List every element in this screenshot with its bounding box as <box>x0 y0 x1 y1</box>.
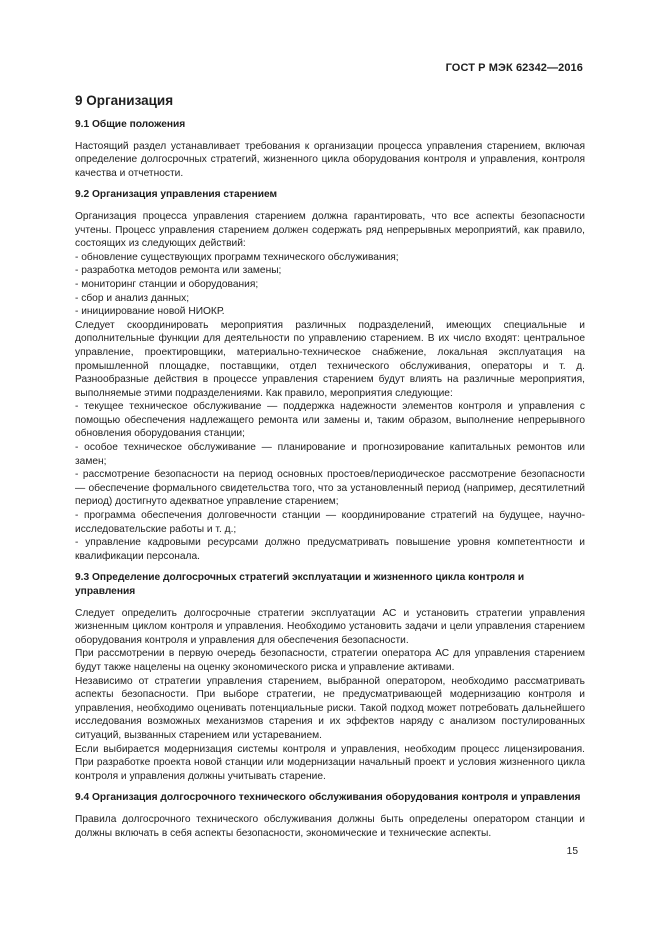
section-9-2-paragraph-1: Организация процесса управления старением должна гарантировать, что все аспекты безопасности учтены. Процесс управления старением должен содержать ряд непрерывных мероприятий, как правило, состоящих из следующих действий: <box>75 210 585 250</box>
action-item: - инициирование новой НИОКР. <box>75 306 225 318</box>
section-9-2-paragraph-2: Следует скоординировать мероприятия различных подразделений, имеющих специальные и дополнительные функции для деятельности по управлению старением. В их число входят: центральное управление, проектировщики, материально-техническое снабжение, локальная эксплуатация на промышленной площадке, поставщики, отдел технического обслуживания, операторы и т. д. Разнообразные действия в процессе управления старением будут влиять на различные мероприятия, выполняемые этими подразделениями. Как правило, мероприятия следующие: <box>75 319 585 399</box>
section-9-3-paragraph: Независимо от стратегии управления старением, выбранной оператором, необходимо рассматривать аспекты безопасности. При выборе стратегии, не предусматривающей модернизацию контроля и управления, необходимо оценивать потенциальные риски. Такой подход может потребовать дальнейшего исследования возможных механизмов старения и их эффектов наряду с анализом постулированных ситуаций, вызванных старением или устареванием. <box>75 675 585 741</box>
section-9-3-paragraph: Следует определить долгосрочные стратегии эксплуатации АС и установить стратегии управления жизненным циклом контроля и управления. Необходимо установить задачи и цели управления старением оборудования контроля и управления для обеспечения безопасности. <box>75 607 585 646</box>
activity-item: - рассмотрение безопасности на период основных простоев/периодическое рассмотрение безопасности — обеспечение формального свидетельства того, что за установленный период (например, десятилетний период) достигнуто адекватное управление старением; <box>75 469 585 508</box>
page-number: 15 <box>566 846 578 857</box>
section-9-4-paragraph: Правила долгосрочного технического обслуживания должны быть определены оператором станции и должны включать в себя аспекты безопасности, экономические и технические аспекты. <box>75 813 585 839</box>
section-9-3-paragraph: Если выбирается модернизация системы контроля и управления, необходим процесс лицензирования. При разработке проекта новой станции или модернизации начальный проект и условия жизненного цикла контроля и управления должны учитывать старение. <box>75 743 585 782</box>
section-9-4-title: 9.4 Организация долгосрочного технического обслуживания оборудования контроля и управления <box>75 792 581 804</box>
section-9-1-title: 9.1 Общие положения <box>75 119 186 130</box>
section-9-3-title: 9.3 Определение долгосрочных стратегий эксплуатации и жизненного цикла контроля и управления <box>75 572 525 597</box>
chapter-title: 9 Организация <box>75 93 174 108</box>
action-item: - обновление существующих программ технического обслуживания; <box>75 251 399 263</box>
action-item: - сбор и анализ данных; <box>75 292 190 304</box>
activity-item: - программа обеспечения долговечности станции — координирование стратегий на будущее, научно-исследовательские работы и т. д.; <box>75 510 585 535</box>
activity-item: - текущее техническое обслуживание — поддержка надежности элементов контроля и управления с помощью обеспечения надлежащего ремонта или замены и, таким образом, выполнение непрерывного обновления оборудования станции; <box>75 401 585 440</box>
section-9-2-title: 9.2 Организация управления старением <box>75 189 278 201</box>
section-9-1-paragraph: Настоящий раздел устанавливает требования к организации процесса управления старением, включая определение долгосрочных стратегий, жизненного цикла оборудования контроля и управления, контроля качества и отчетности. <box>75 140 585 179</box>
document-code: ГОСТ Р МЭК 62342—2016 <box>445 62 583 74</box>
page-content <box>75 92 585 840</box>
action-item: - разработка методов ремонта или замены; <box>75 265 282 277</box>
section-9-3-paragraph: При рассмотрении в первую очередь безопасности, стратегии оператора АС для управления старением будут также нацелены на оценку экономического риска и управление активами. <box>75 648 585 673</box>
activity-item: - особое техническое обслуживание — планирование и прогнозирование капитальных ремонтов или замен; <box>75 442 585 467</box>
action-item: - мониторинг станции и оборудования; <box>75 278 259 290</box>
activity-item: - управление кадровыми ресурсами должно предусматривать повышение уровня компетентности и квалификации персонала. <box>75 537 585 562</box>
